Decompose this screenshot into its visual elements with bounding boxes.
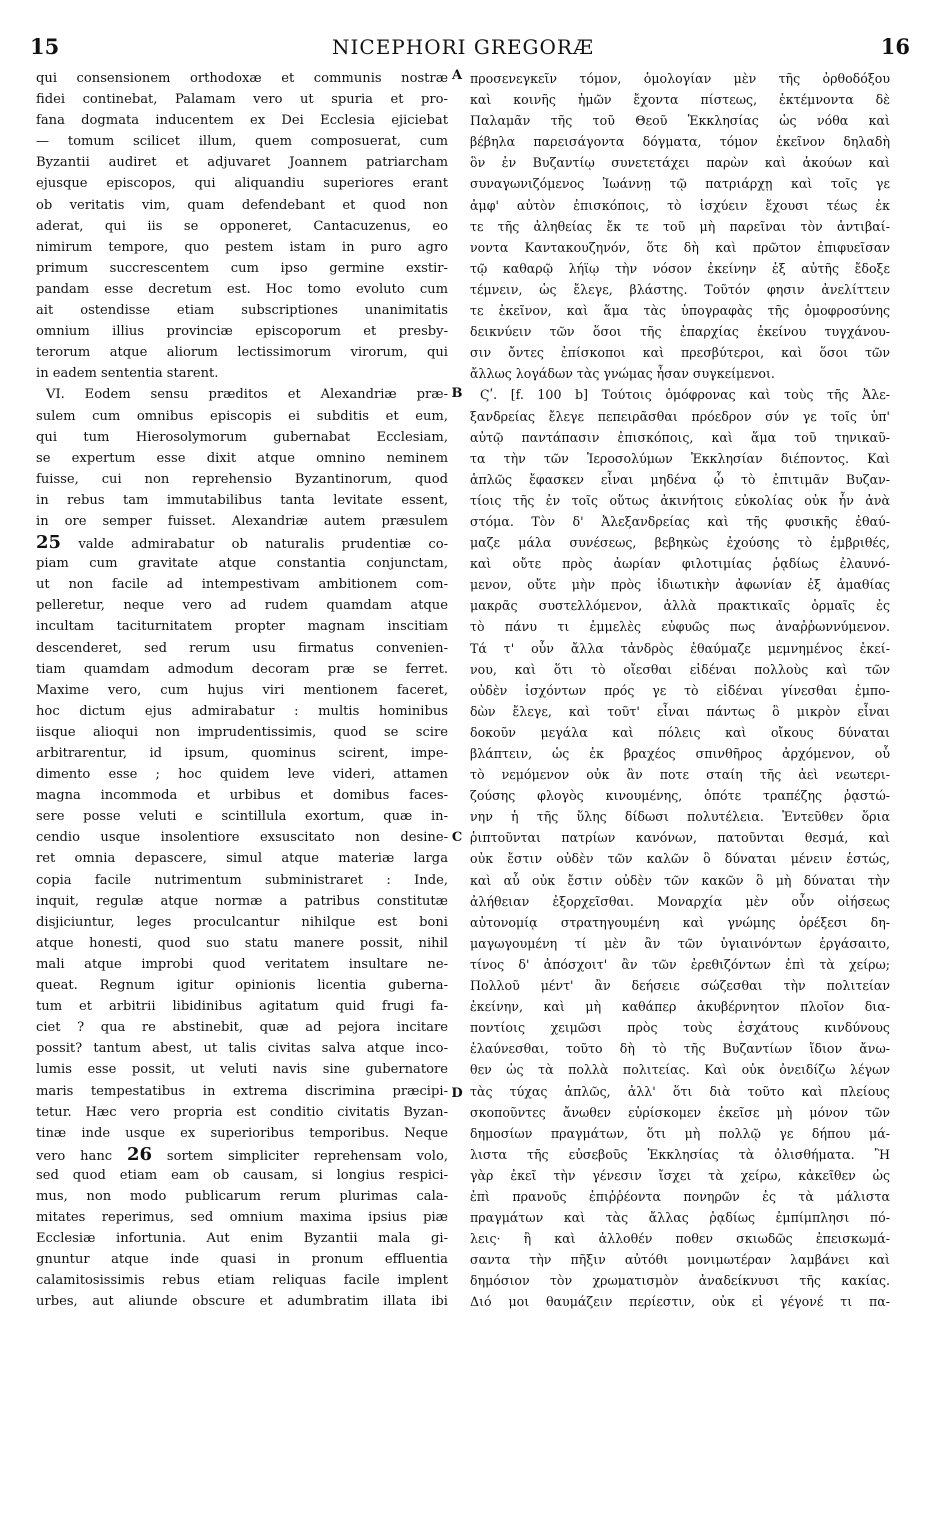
text-line: Διό μοι θαυμάζειν περίεστιν, οὐκ εἰ γέγονέ τι πα- bbox=[470, 1294, 890, 1310]
text-line: ἄλλως λογάδων τὰς γνώμας ἦσαν συγκείμενοι. bbox=[470, 366, 775, 382]
text-line: ὃν ἐν Βυζαντίῳ συνετετάχει παρὼν καὶ ἀκούων καὶ bbox=[470, 155, 890, 171]
text-line: δεικνύειν τῶν ὅσοι τῆς ἐπαρχίας ἐκείνου τυγχάνου- bbox=[470, 324, 890, 340]
text-line: τίνος δ' ἀπόσχοιτ' ἂν τῶν ἐρεθιζόντων ἐπὶ τὰ χείρω; bbox=[470, 956, 890, 972]
text-line: νην ἡ τῆς ὕλης δίδωσι πολυτέλεια. Ἐντεῦθεν ὅρια bbox=[470, 809, 890, 825]
text-line: tum et arbitrii libidinibus agitatum quid frugi fa- bbox=[36, 999, 448, 1015]
text-line: ejusque episcopos, qui aliquandiu superiores erant bbox=[36, 176, 448, 192]
text-line: τα τὴν τῶν Ἱεροσολύμων Ἐκκλησίαν διέποντος. Καὶ bbox=[470, 450, 890, 466]
text-line: δημοσίων πραγμάτων, ὅτι μὴ πολλῷ γε δήπου μά- bbox=[470, 1125, 890, 1141]
latin-column bbox=[36, 68, 448, 1313]
text-line: λεις· ἢ καὶ ἀλλοθέν ποθεν σκιωδῶς ἐπεισκωμά- bbox=[470, 1231, 890, 1247]
text-line: ἐκείνην, καὶ μὴ καθάπερ ἀκυβέρνητον πλοῖον δια- bbox=[470, 999, 890, 1015]
text-line: ciet ? qua re abstinebit, quæ ad pejora incitare bbox=[36, 1020, 448, 1036]
text-line: inquit, regulæ atque normæ a patribus constitutæ bbox=[36, 893, 448, 909]
margin-marker-a: A bbox=[451, 68, 463, 83]
text-line: iisque alioqui non imprudentissimis, quod se scire bbox=[36, 724, 448, 740]
text-line: σκοποῦντες ἄνωθεν εὑρίσκομεν ἐκεῖσε μὴ μόνον τῶν bbox=[470, 1104, 890, 1120]
text-line: μαγωγουμένη τί μὲν ἂν τῶν ὑγιαινόντων ἐργάσαιτο, bbox=[470, 935, 890, 951]
text-line: possit? tantum abest, ut talis civitas salva atque inco- bbox=[36, 1041, 448, 1057]
text-line: θεν ὡς τὰ πολλὰ πολιτείας. Καὶ οὐκ ὀνειδίζω λέγων bbox=[470, 1062, 890, 1078]
text-line: hoc dictum ejus admirabatur : multis hominibus bbox=[36, 703, 448, 719]
text-line: Τά τ' οὖν ἄλλα τἀνδρὸς ἐθαύμαζε μεμνημένος ἐκεί- bbox=[470, 640, 890, 656]
page-number-right: 16 bbox=[880, 34, 910, 59]
text-line: στόμα. Τὸν δ' Ἀλεξανδρείας καὶ τῆς φυσικῆς ἐθαύ- bbox=[470, 513, 890, 529]
text-line: tetur. Hæc vero propria est conditio civitatis Byzan- bbox=[36, 1104, 448, 1120]
text-line: copia facile nutrimentum subministraret : Inde, bbox=[36, 872, 448, 888]
text-line: tinæ inde usque ex superioribus temporibus. Neque bbox=[36, 1125, 448, 1141]
text-line: gnuntur atque inde quasi in pronum effluentia bbox=[36, 1252, 448, 1268]
text-line: ἐπὶ πρανοῦς ἐπιῤῥέοντα πονηρῶν ἐς τὰ μάλιστα bbox=[470, 1188, 890, 1204]
text-line: atque honesti, quod suo statu manere possit, nihil bbox=[36, 935, 448, 951]
text-line: ut non facile ad intempestivam ambitionem com- bbox=[36, 577, 448, 593]
text-line: sed quod etiam eam ob causam, si longius respici- bbox=[36, 1167, 448, 1183]
text-line: in eadem sententia starent. bbox=[36, 366, 219, 382]
text-line: προσενεγκεῖν τόμον, ὁμολογίαν μὲν τῆς ὀρθοδόξου bbox=[470, 71, 890, 86]
text-line: νου, καὶ ὅτι τὸ οἴεσθαι εἰδέναι πολλοὺς καὶ τῶν bbox=[470, 661, 890, 677]
text-line: σαντα τὴν πῆξιν αὐτόθι μονιμωτέραν λαμβάνει καὶ bbox=[470, 1252, 890, 1268]
text-line: fidei continebat, Palamam vero ut spuria et pro- bbox=[36, 92, 448, 108]
margin-marker-c: C bbox=[451, 830, 463, 845]
text-line: δοκοῦν μεγάλα καὶ πόλεις καὶ οἴκους δύναται bbox=[470, 724, 890, 740]
text-line: — tomum scilicet illum, quem composuerat, cum bbox=[36, 134, 448, 150]
text-line: ἐλαύνεσθαι, τοῦτο δὴ τὸ τῆς Βυζαντίων ἴδιον ἄνω- bbox=[470, 1041, 890, 1057]
text-line: μενον, οὔτε μὴν πρὸς ἰδιωτικὴν ἀφωνίαν ἐξ ἀμαθίας bbox=[470, 577, 890, 593]
text-line: ob veritatis vim, quam defendebant et quod non bbox=[36, 197, 448, 213]
text-line: μακρᾶς συστελλόμενον, ἀλλὰ πρακτικαῖς ὁρμαῖς ἐς bbox=[470, 598, 890, 614]
text-line: maris tempestatibus in extrema discrimina præcipi- bbox=[36, 1083, 448, 1099]
text-line: mali atque improbi quod veritatem insultare ne- bbox=[36, 956, 448, 972]
text-line: vero hanc 26 sortem simpliciter reprehensam volo, bbox=[36, 1143, 448, 1165]
text-line: in rebus tam immutabilibus tanta levitate essent, bbox=[36, 492, 448, 508]
text-line: ξανδρείας ἔλεγε πεπειρᾶσθαι πρόεδρον σύν γε τοῖς ὑπ' bbox=[470, 408, 890, 424]
text-line: qui tum Hierosolymorum gubernabat Ecclesiam, bbox=[36, 429, 448, 445]
text-line: magna incommoda et urbibus et domibus faces- bbox=[36, 788, 448, 804]
text-line: βέβηλα παρεισάγοντα δόγματα, τόμον ἐκεῖνον δηλαδὴ bbox=[470, 134, 890, 150]
text-line: primum succrescentem cum ipso germine exstir- bbox=[36, 260, 448, 276]
text-line: καὶ κοινῆς ἡμῶν ἔχοντα πίστεως, ἐκτέμνοντα δὲ bbox=[470, 92, 890, 108]
text-line: ποντίοις χειμῶσι πρὸς τοὺς ἐσχάτους κινδύνους bbox=[470, 1020, 890, 1036]
text-line: nimirum tempore, quo pestem istam in puro agro bbox=[36, 239, 448, 255]
text-line: τίοις τῆς ἐν τοῖς οὕτως ἀκινήτοις εὐκολίας οὐκ ἦν ἀνὰ bbox=[470, 492, 890, 508]
text-line: πραγμάτων καὶ τὰς ἄλλας ῥᾳδίως ἐμπίμπλησι πό- bbox=[470, 1210, 890, 1226]
text-line: συναγωνιζόμενος Ἰωάννῃ τῷ πατριάρχῃ καὶ τοῖς γε bbox=[470, 176, 890, 192]
text-line: pelleretur, neque vero ad rudem quamdam atque bbox=[36, 598, 448, 614]
text-line: fana dogmata inducentem ex Dei Ecclesia ejiciebat bbox=[36, 113, 448, 129]
text-line: qui consensionem orthodoxæ et communis nostræ bbox=[36, 71, 448, 86]
text-line: Byzantii audiret et adjuvaret Joannem patriarcham bbox=[36, 155, 448, 171]
text-line: queat. Regnum igitur opinionis licentia guberna- bbox=[36, 978, 448, 994]
text-line: ret omnia depascere, simul atque materiæ larga bbox=[36, 851, 448, 867]
text-line: οὐδὲν ἰσχόντων πρός γε τὸ εἰδέναι γίνεσθαι ἐμπο- bbox=[470, 682, 890, 698]
text-line: ἁπλῶς ἔφασκεν εἶναι μηδένα ᾧ τὸ ἐπιτιμᾶν Βυζαν- bbox=[470, 471, 890, 487]
text-line: αὐτονομίᾳ στρατηγουμένη καὶ γνώμης ὀρέξεσι δη- bbox=[470, 914, 890, 930]
text-line: ait ostendisse etiam subscriptiones unanimitatis bbox=[36, 303, 448, 319]
text-line: ἀλήθειαν ἐξορχεῖσθαι. Μοναρχία μὲν οὖν οἰήσεως bbox=[470, 893, 890, 909]
text-line: tiam quamdam admodum decoram præ se ferret. bbox=[36, 661, 448, 677]
text-line: omnium illius provinciæ episcoporum et presby- bbox=[36, 324, 448, 340]
text-line: terorum atque aliorum lectissimorum virorum, qui bbox=[36, 345, 448, 361]
text-line: Ϛʹ. [f. 100 b] Τούτοις ὁμόφρονας καὶ τοὺς τῆς Ἀλε- bbox=[480, 387, 890, 403]
margin-marker-b: B bbox=[451, 386, 463, 401]
text-line: 25 valde admirabatur ob naturalis prudentiæ co- bbox=[36, 532, 448, 554]
page-number-left: 15 bbox=[30, 34, 60, 59]
text-line: οὐκ ἔστιν οὐδὲν τῶν καλῶν ὃ δύναται μένειν ἑστώς, bbox=[470, 851, 890, 867]
text-line: descenderet, sed rerum usu firmatus convenien- bbox=[36, 640, 448, 656]
text-line: δημόσιον τὸν χρωματισμὸν ἀναδείκνυσι τῆς κακίας. bbox=[470, 1273, 890, 1289]
text-line: Maxime vero, cum hujus viri mentionem faceret, bbox=[36, 682, 448, 698]
text-line: disjiciuntur, leges proculcantur nihilque est boni bbox=[36, 914, 448, 930]
text-line: τέμνειν, ὡς ἔλεγε, βλάστης. Τοῦτόν φησιν ἀνελίττειν bbox=[470, 281, 890, 297]
text-line: τε τῆς ἀληθείας ἔκ τε τοῦ μὴ παρεῖναι τὸν ἀντιβαί- bbox=[470, 218, 890, 234]
text-line: Πολλοῦ μέντ' ἂν δεήσειε σώζεσθαι τὴν πολιτείαν bbox=[470, 978, 890, 994]
text-line: τῷ καθαρῷ λήϊῳ τὴν νόσον ἐκείνην ἐξ αὐτῆς ἔδοξε bbox=[470, 260, 890, 276]
text-line: in ore semper fuisset. Alexandriæ autem præsulem bbox=[36, 513, 448, 529]
text-line: piam cum gravitate atque constantia conjunctam, bbox=[36, 556, 448, 572]
text-line: καὶ οὔτε πρὸς ἀωρίαν φιλοτιμίας ῥᾳδίως ἐλαυνό- bbox=[470, 556, 890, 572]
text-line: fuisse, cui non reprehensio Byzantinorum, quod bbox=[36, 471, 448, 487]
text-line: lumis esse possit, ut veluti navis sine gubernatore bbox=[36, 1062, 448, 1078]
text-line: σιν ὄντες ἐπίσκοποι καὶ πρεσβύτεροι, καὶ ὅσοι τῶν bbox=[470, 345, 890, 361]
text-line: urbes, aut aliunde obscure et adumbratim illata ibi bbox=[36, 1294, 448, 1310]
text-line: τε ἐκεῖνον, καὶ ἅμα τὰς ὑπογραφὰς τῆς ὁμοφροσύνης bbox=[470, 303, 890, 319]
text-line: ζούσης φλογὸς κινουμένης, ὁπότε τραπέζης ῥᾳστώ- bbox=[470, 788, 890, 804]
text-line: τὸ πάνυ τι ἐμμελὲς εὐφυῶς πως ἀναῤῥωννύμενον. bbox=[470, 619, 890, 635]
text-line: καὶ αὖ οὐκ ἔστιν οὐδὲν τῶν κακῶν ὃ μὴ δύναται τὴν bbox=[470, 872, 890, 888]
greek-column bbox=[470, 68, 890, 1313]
text-line: incultam taciturnitatem propter magnam inscitiam bbox=[36, 619, 448, 635]
text-line: τὸ νεμόμενον οὐκ ἂν ποτε σταίη τῆς ἀεὶ νεωτερι- bbox=[470, 767, 890, 783]
margin-marker-d: D bbox=[451, 1086, 463, 1101]
text-line: aderat, qui iis se opponeret, Cantacuzenus, eo bbox=[36, 218, 448, 234]
text-line: μαζε μάλα συνέσεως, βεβηκὼς ἐχούσης τὸ ἐμβριθές, bbox=[470, 535, 890, 551]
text-line: ῥιπτοῦνται πατρίων κανόνων, πατοῦνται θεσμά, καὶ bbox=[470, 830, 890, 846]
text-line: δὼν ἔλεγε, καὶ τοῦτ' εἶναι πάντως ὃ μικρὸν εἶναι bbox=[470, 703, 890, 719]
text-line: νοντα Καντακουζηνόν, ὅτε δὴ καὶ πρῶτον ἐπιφυεῖσαν bbox=[470, 239, 890, 255]
text-line: γὰρ ἐκεῖ τὴν γένεσιν ἴσχει τὰ χείρω, κἀκεῖθεν ὡς bbox=[470, 1167, 890, 1183]
text-line: se expertum esse dixit atque omnino neminem bbox=[36, 450, 448, 466]
text-line: dimento esse ; hoc quidem leve videri, attamen bbox=[36, 767, 448, 783]
text-line: mitates reperimus, sed omnium maxima ipsius piæ bbox=[36, 1210, 448, 1226]
text-line: Ecclesiæ infortunia. Aut enim Byzantii mala gi- bbox=[36, 1231, 448, 1247]
running-title: NICEPHORI GREGORÆ bbox=[332, 35, 594, 59]
text-line: λιστα τῆς εὐσεβοῦς Ἐκκλησίας τὰ ὀλισθήματα. Ἢ bbox=[470, 1146, 890, 1162]
text-line: VI. Eodem sensu præditos et Alexandriæ præ- bbox=[46, 387, 448, 403]
text-line: cendio usque insolentiore exsuscitato non desine- bbox=[36, 830, 448, 846]
text-line: calamitosissimis rebus etiam reliquas facile implent bbox=[36, 1273, 448, 1289]
text-line: pandam esse decretum est. Hoc tomo evoluto cum bbox=[36, 281, 448, 297]
text-line: mus, non modo publicarum rerum plurimas cala- bbox=[36, 1188, 448, 1204]
text-line: τὰς τύχας ἁπλῶς, ἀλλ' ὅτι διὰ τοῦτο καὶ πλείους bbox=[470, 1083, 890, 1099]
text-line: sere posse veluti e scintillula exortum, quæ in- bbox=[36, 809, 448, 825]
text-line: βλάπτειν, ὡς ἐκ βραχέος σπινθῆρος ἀρχόμενον, οὗ bbox=[470, 746, 890, 761]
text-line: ἀμφ' αὐτὸν ἐπισκόποις, τὸ ἰσχύειν ἔχουσι τέως ἐκ bbox=[470, 197, 890, 213]
text-line: Παλαμᾶν τῆς τοῦ Θεοῦ Ἐκκλησίας ὡς νόθα καὶ bbox=[470, 113, 890, 129]
text-line: arbitrarentur, id ipsum, quominus scirent, impe- bbox=[36, 746, 448, 761]
text-line: αὐτῷ παντάπασιν ἐπισκόποις, καὶ ἅμα τοῦ τηνικαῦ- bbox=[470, 429, 890, 445]
text-line: sulem cum omnibus episcopis ei subditis et eum, bbox=[36, 408, 448, 424]
